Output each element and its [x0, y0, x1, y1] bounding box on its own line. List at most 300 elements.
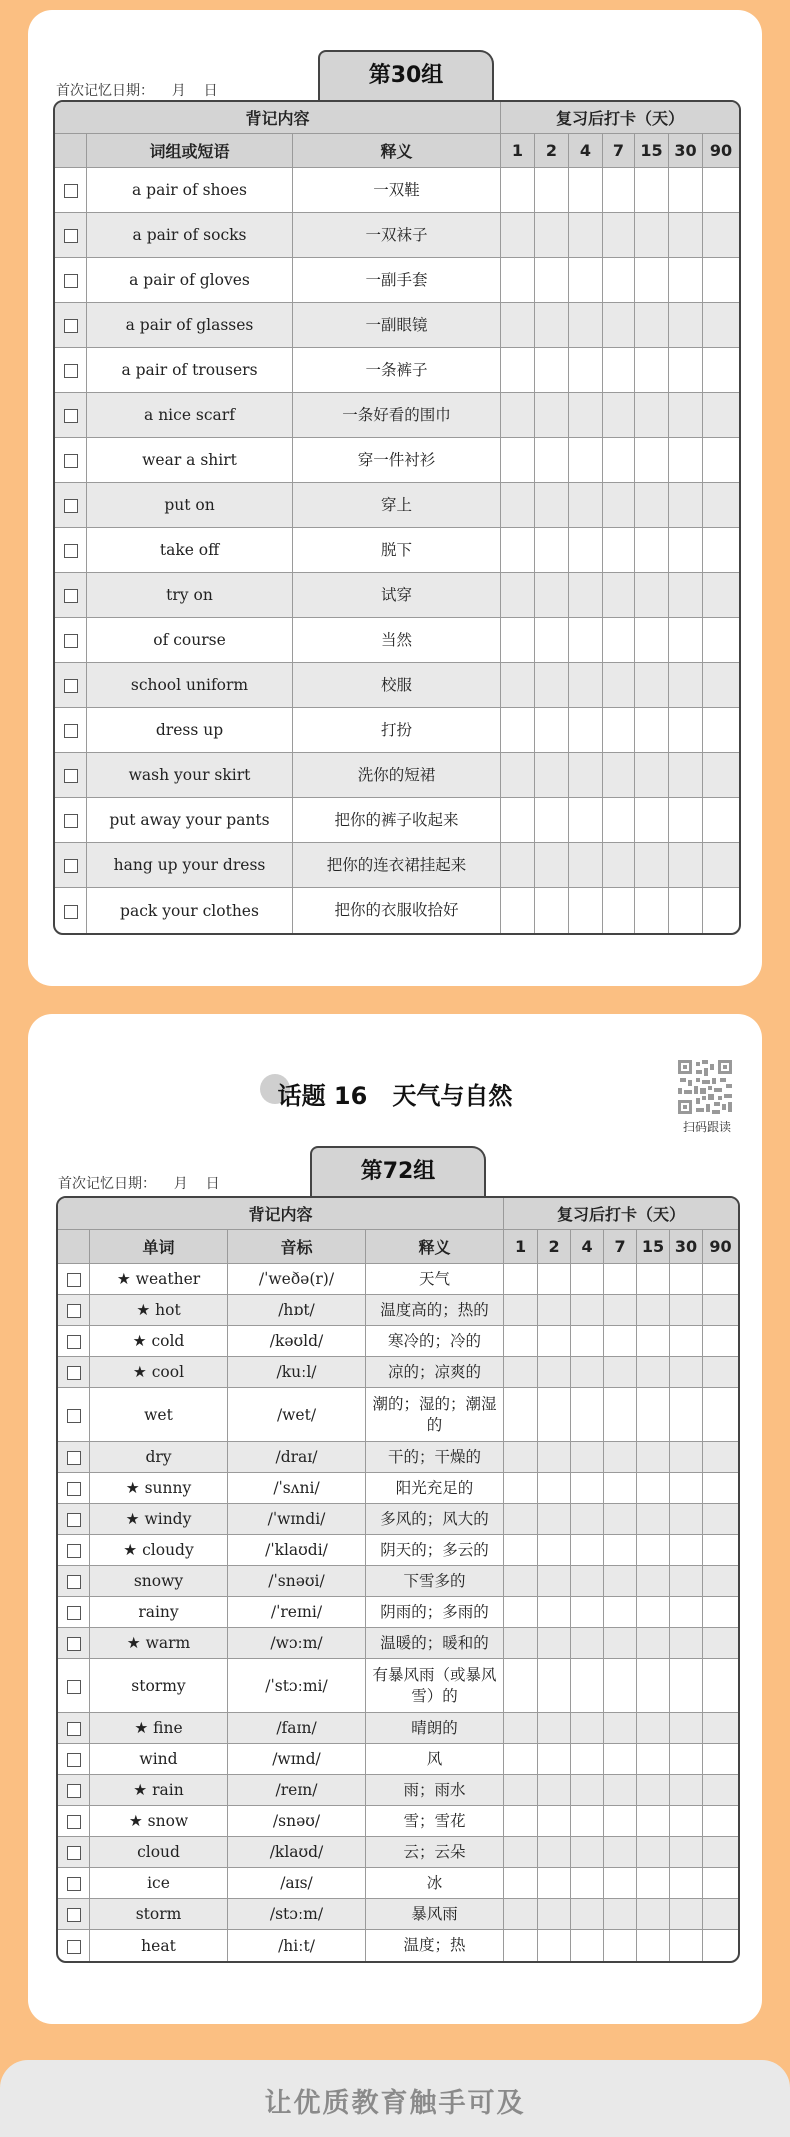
review-checkin-cell[interactable] [670, 1930, 703, 1961]
review-checkin-cell[interactable] [569, 438, 603, 483]
review-checkin-cell[interactable] [538, 1504, 571, 1535]
review-checkin-cell[interactable] [669, 393, 703, 438]
review-checkin-cell[interactable] [571, 1597, 604, 1628]
review-checkin-cell[interactable] [603, 663, 635, 708]
review-checkin-cell[interactable] [670, 1713, 703, 1744]
review-checkin-cell[interactable] [569, 348, 603, 393]
review-checkin-cell[interactable] [569, 708, 603, 753]
review-checkin-cell[interactable] [703, 663, 739, 708]
review-checkin-cell[interactable] [604, 1659, 637, 1713]
review-checkin-cell[interactable] [538, 1775, 571, 1806]
review-checkin-cell[interactable] [703, 1388, 738, 1442]
review-checkin-cell[interactable] [703, 168, 739, 213]
review-checkin-cell[interactable] [538, 1326, 571, 1357]
review-checkin-cell[interactable] [603, 348, 635, 393]
review-checkin-cell[interactable] [703, 1806, 738, 1837]
review-checkin-cell[interactable] [637, 1504, 670, 1535]
review-checkin-cell[interactable] [504, 1806, 538, 1837]
review-checkin-cell[interactable] [535, 213, 569, 258]
review-checkin-cell[interactable] [535, 483, 569, 528]
review-checkin-cell[interactable] [604, 1899, 637, 1930]
review-checkin-cell[interactable] [603, 888, 635, 933]
review-checkin-cell[interactable] [535, 888, 569, 933]
review-checkin-cell[interactable] [637, 1930, 670, 1961]
review-checkin-cell[interactable] [604, 1930, 637, 1961]
review-checkin-cell[interactable] [703, 708, 739, 753]
review-checkin-cell[interactable] [703, 1357, 738, 1388]
review-checkin-cell[interactable] [635, 888, 669, 933]
review-checkin-cell[interactable] [571, 1473, 604, 1504]
memorized-checkbox[interactable] [67, 1304, 81, 1318]
review-checkin-cell[interactable] [604, 1566, 637, 1597]
review-checkin-cell[interactable] [703, 1264, 738, 1295]
memorized-checkbox[interactable] [67, 1680, 81, 1694]
review-checkin-cell[interactable] [569, 888, 603, 933]
review-checkin-cell[interactable] [538, 1357, 571, 1388]
review-checkin-cell[interactable] [603, 438, 635, 483]
memorized-checkbox[interactable] [64, 364, 78, 378]
review-checkin-cell[interactable] [703, 618, 739, 663]
memorized-checkbox[interactable] [67, 1846, 81, 1860]
memorized-checkbox[interactable] [64, 859, 78, 873]
review-checkin-cell[interactable] [501, 708, 535, 753]
review-checkin-cell[interactable] [535, 618, 569, 663]
review-checkin-cell[interactable] [670, 1775, 703, 1806]
review-checkin-cell[interactable] [669, 303, 703, 348]
review-checkin-cell[interactable] [703, 573, 739, 618]
review-checkin-cell[interactable] [670, 1628, 703, 1659]
review-checkin-cell[interactable] [604, 1264, 637, 1295]
review-checkin-cell[interactable] [637, 1264, 670, 1295]
review-checkin-cell[interactable] [569, 258, 603, 303]
review-checkin-cell[interactable] [535, 258, 569, 303]
review-checkin-cell[interactable] [637, 1837, 670, 1868]
memorized-checkbox[interactable] [64, 184, 78, 198]
review-checkin-cell[interactable] [670, 1357, 703, 1388]
memorized-checkbox[interactable] [64, 634, 78, 648]
memorized-checkbox[interactable] [67, 1335, 81, 1349]
memorized-checkbox[interactable] [64, 544, 78, 558]
review-checkin-cell[interactable] [538, 1806, 571, 1837]
review-checkin-cell[interactable] [703, 1535, 738, 1566]
review-checkin-cell[interactable] [635, 798, 669, 843]
review-checkin-cell[interactable] [571, 1357, 604, 1388]
review-checkin-cell[interactable] [538, 1566, 571, 1597]
review-checkin-cell[interactable] [637, 1597, 670, 1628]
review-checkin-cell[interactable] [538, 1535, 571, 1566]
review-checkin-cell[interactable] [571, 1837, 604, 1868]
memorized-checkbox[interactable] [64, 589, 78, 603]
review-checkin-cell[interactable] [703, 1628, 738, 1659]
review-checkin-cell[interactable] [603, 618, 635, 663]
review-checkin-cell[interactable] [501, 438, 535, 483]
review-checkin-cell[interactable] [670, 1473, 703, 1504]
memorized-checkbox[interactable] [64, 319, 78, 333]
memorized-checkbox[interactable] [67, 1940, 81, 1954]
review-checkin-cell[interactable] [504, 1628, 538, 1659]
review-checkin-cell[interactable] [635, 393, 669, 438]
review-checkin-cell[interactable] [703, 1566, 738, 1597]
review-checkin-cell[interactable] [635, 258, 669, 303]
review-checkin-cell[interactable] [538, 1295, 571, 1326]
memorized-checkbox[interactable] [67, 1784, 81, 1798]
review-checkin-cell[interactable] [703, 213, 739, 258]
review-checkin-cell[interactable] [603, 573, 635, 618]
review-checkin-cell[interactable] [637, 1713, 670, 1744]
review-checkin-cell[interactable] [670, 1295, 703, 1326]
memorized-checkbox[interactable] [67, 1815, 81, 1829]
review-checkin-cell[interactable] [703, 1659, 738, 1713]
memorized-checkbox[interactable] [64, 229, 78, 243]
review-checkin-cell[interactable] [635, 303, 669, 348]
review-checkin-cell[interactable] [535, 168, 569, 213]
review-checkin-cell[interactable] [604, 1744, 637, 1775]
review-checkin-cell[interactable] [703, 1504, 738, 1535]
review-checkin-cell[interactable] [538, 1868, 571, 1899]
review-checkin-cell[interactable] [535, 348, 569, 393]
review-checkin-cell[interactable] [604, 1473, 637, 1504]
review-checkin-cell[interactable] [604, 1388, 637, 1442]
review-checkin-cell[interactable] [669, 618, 703, 663]
review-checkin-cell[interactable] [670, 1535, 703, 1566]
review-checkin-cell[interactable] [569, 528, 603, 573]
review-checkin-cell[interactable] [538, 1597, 571, 1628]
review-checkin-cell[interactable] [501, 258, 535, 303]
review-checkin-cell[interactable] [603, 843, 635, 888]
review-checkin-cell[interactable] [670, 1264, 703, 1295]
review-checkin-cell[interactable] [571, 1806, 604, 1837]
review-checkin-cell[interactable] [569, 663, 603, 708]
review-checkin-cell[interactable] [538, 1713, 571, 1744]
review-checkin-cell[interactable] [535, 708, 569, 753]
review-checkin-cell[interactable] [703, 1597, 738, 1628]
review-checkin-cell[interactable] [703, 753, 739, 798]
memorized-checkbox[interactable] [67, 1722, 81, 1736]
review-checkin-cell[interactable] [635, 213, 669, 258]
review-checkin-cell[interactable] [635, 843, 669, 888]
memorized-checkbox[interactable] [67, 1753, 81, 1767]
review-checkin-cell[interactable] [637, 1659, 670, 1713]
review-checkin-cell[interactable] [703, 798, 739, 843]
review-checkin-cell[interactable] [669, 753, 703, 798]
review-checkin-cell[interactable] [501, 663, 535, 708]
review-checkin-cell[interactable] [538, 1837, 571, 1868]
review-checkin-cell[interactable] [504, 1597, 538, 1628]
review-checkin-cell[interactable] [637, 1326, 670, 1357]
review-checkin-cell[interactable] [504, 1295, 538, 1326]
review-checkin-cell[interactable] [703, 1930, 738, 1961]
review-checkin-cell[interactable] [604, 1295, 637, 1326]
review-checkin-cell[interactable] [535, 438, 569, 483]
review-checkin-cell[interactable] [670, 1868, 703, 1899]
review-checkin-cell[interactable] [637, 1744, 670, 1775]
review-checkin-cell[interactable] [571, 1535, 604, 1566]
review-checkin-cell[interactable] [569, 483, 603, 528]
review-checkin-cell[interactable] [569, 753, 603, 798]
review-checkin-cell[interactable] [669, 213, 703, 258]
review-checkin-cell[interactable] [669, 708, 703, 753]
review-checkin-cell[interactable] [703, 1868, 738, 1899]
review-checkin-cell[interactable] [535, 843, 569, 888]
review-checkin-cell[interactable] [569, 843, 603, 888]
review-checkin-cell[interactable] [703, 483, 739, 528]
review-checkin-cell[interactable] [571, 1744, 604, 1775]
review-checkin-cell[interactable] [670, 1326, 703, 1357]
review-checkin-cell[interactable] [571, 1442, 604, 1473]
review-checkin-cell[interactable] [504, 1357, 538, 1388]
review-checkin-cell[interactable] [501, 843, 535, 888]
memorized-checkbox[interactable] [64, 454, 78, 468]
review-checkin-cell[interactable] [569, 393, 603, 438]
memorized-checkbox[interactable] [67, 1451, 81, 1465]
review-checkin-cell[interactable] [703, 1713, 738, 1744]
review-checkin-cell[interactable] [604, 1806, 637, 1837]
review-checkin-cell[interactable] [504, 1659, 538, 1713]
review-checkin-cell[interactable] [504, 1264, 538, 1295]
review-checkin-cell[interactable] [569, 573, 603, 618]
review-checkin-cell[interactable] [571, 1295, 604, 1326]
memorized-checkbox[interactable] [67, 1637, 81, 1651]
memorized-checkbox[interactable] [64, 724, 78, 738]
qr-code-icon[interactable] [678, 1060, 732, 1114]
review-checkin-cell[interactable] [703, 348, 739, 393]
review-checkin-cell[interactable] [669, 438, 703, 483]
review-checkin-cell[interactable] [501, 753, 535, 798]
review-checkin-cell[interactable] [603, 303, 635, 348]
review-checkin-cell[interactable] [604, 1442, 637, 1473]
review-checkin-cell[interactable] [501, 213, 535, 258]
review-checkin-cell[interactable] [603, 258, 635, 303]
review-checkin-cell[interactable] [670, 1899, 703, 1930]
review-checkin-cell[interactable] [538, 1899, 571, 1930]
review-checkin-cell[interactable] [669, 843, 703, 888]
review-checkin-cell[interactable] [501, 168, 535, 213]
review-checkin-cell[interactable] [569, 618, 603, 663]
review-checkin-cell[interactable] [703, 393, 739, 438]
review-checkin-cell[interactable] [535, 663, 569, 708]
memorized-checkbox[interactable] [64, 679, 78, 693]
review-checkin-cell[interactable] [670, 1566, 703, 1597]
review-checkin-cell[interactable] [669, 798, 703, 843]
review-checkin-cell[interactable] [670, 1504, 703, 1535]
review-checkin-cell[interactable] [504, 1566, 538, 1597]
review-checkin-cell[interactable] [501, 618, 535, 663]
memorized-checkbox[interactable] [67, 1482, 81, 1496]
review-checkin-cell[interactable] [501, 888, 535, 933]
review-checkin-cell[interactable] [535, 528, 569, 573]
review-checkin-cell[interactable] [669, 573, 703, 618]
review-checkin-cell[interactable] [635, 483, 669, 528]
review-checkin-cell[interactable] [703, 1326, 738, 1357]
memorized-checkbox[interactable] [67, 1544, 81, 1558]
review-checkin-cell[interactable] [504, 1775, 538, 1806]
review-checkin-cell[interactable] [504, 1899, 538, 1930]
review-checkin-cell[interactable] [635, 663, 669, 708]
review-checkin-cell[interactable] [669, 168, 703, 213]
review-checkin-cell[interactable] [571, 1326, 604, 1357]
memorized-checkbox[interactable] [67, 1409, 81, 1423]
review-checkin-cell[interactable] [501, 573, 535, 618]
review-checkin-cell[interactable] [604, 1357, 637, 1388]
review-checkin-cell[interactable] [538, 1442, 571, 1473]
review-checkin-cell[interactable] [571, 1659, 604, 1713]
review-checkin-cell[interactable] [703, 1744, 738, 1775]
review-checkin-cell[interactable] [703, 888, 739, 933]
review-checkin-cell[interactable] [703, 1775, 738, 1806]
review-checkin-cell[interactable] [571, 1628, 604, 1659]
review-checkin-cell[interactable] [703, 528, 739, 573]
review-checkin-cell[interactable] [604, 1326, 637, 1357]
review-checkin-cell[interactable] [538, 1473, 571, 1504]
review-checkin-cell[interactable] [571, 1775, 604, 1806]
review-checkin-cell[interactable] [670, 1659, 703, 1713]
memorized-checkbox[interactable] [67, 1513, 81, 1527]
review-checkin-cell[interactable] [703, 1837, 738, 1868]
review-checkin-cell[interactable] [669, 348, 703, 393]
review-checkin-cell[interactable] [538, 1388, 571, 1442]
review-checkin-cell[interactable] [504, 1868, 538, 1899]
review-checkin-cell[interactable] [504, 1713, 538, 1744]
review-checkin-cell[interactable] [703, 1473, 738, 1504]
review-checkin-cell[interactable] [535, 393, 569, 438]
review-checkin-cell[interactable] [538, 1628, 571, 1659]
review-checkin-cell[interactable] [637, 1775, 670, 1806]
review-checkin-cell[interactable] [637, 1473, 670, 1504]
review-checkin-cell[interactable] [670, 1442, 703, 1473]
review-checkin-cell[interactable] [504, 1535, 538, 1566]
review-checkin-cell[interactable] [637, 1628, 670, 1659]
review-checkin-cell[interactable] [604, 1628, 637, 1659]
memorized-checkbox[interactable] [64, 499, 78, 513]
review-checkin-cell[interactable] [669, 528, 703, 573]
review-checkin-cell[interactable] [703, 303, 739, 348]
memorized-checkbox[interactable] [67, 1366, 81, 1380]
review-checkin-cell[interactable] [670, 1597, 703, 1628]
memorized-checkbox[interactable] [67, 1575, 81, 1589]
review-checkin-cell[interactable] [535, 303, 569, 348]
review-checkin-cell[interactable] [604, 1535, 637, 1566]
review-checkin-cell[interactable] [603, 483, 635, 528]
review-checkin-cell[interactable] [535, 573, 569, 618]
review-checkin-cell[interactable] [703, 1899, 738, 1930]
review-checkin-cell[interactable] [637, 1442, 670, 1473]
review-checkin-cell[interactable] [569, 168, 603, 213]
review-checkin-cell[interactable] [504, 1504, 538, 1535]
review-checkin-cell[interactable] [637, 1566, 670, 1597]
review-checkin-cell[interactable] [501, 303, 535, 348]
review-checkin-cell[interactable] [604, 1713, 637, 1744]
review-checkin-cell[interactable] [604, 1868, 637, 1899]
review-checkin-cell[interactable] [703, 843, 739, 888]
review-checkin-cell[interactable] [635, 438, 669, 483]
review-checkin-cell[interactable] [535, 798, 569, 843]
review-checkin-cell[interactable] [637, 1806, 670, 1837]
review-checkin-cell[interactable] [571, 1899, 604, 1930]
memorized-checkbox[interactable] [64, 409, 78, 423]
review-checkin-cell[interactable] [603, 168, 635, 213]
review-checkin-cell[interactable] [635, 753, 669, 798]
review-checkin-cell[interactable] [637, 1357, 670, 1388]
review-checkin-cell[interactable] [669, 258, 703, 303]
review-checkin-cell[interactable] [571, 1930, 604, 1961]
review-checkin-cell[interactable] [604, 1837, 637, 1868]
review-checkin-cell[interactable] [703, 1295, 738, 1326]
review-checkin-cell[interactable] [635, 168, 669, 213]
review-checkin-cell[interactable] [604, 1597, 637, 1628]
review-checkin-cell[interactable] [569, 303, 603, 348]
memorized-checkbox[interactable] [67, 1606, 81, 1620]
review-checkin-cell[interactable] [504, 1837, 538, 1868]
review-checkin-cell[interactable] [571, 1566, 604, 1597]
review-checkin-cell[interactable] [635, 348, 669, 393]
review-checkin-cell[interactable] [637, 1535, 670, 1566]
review-checkin-cell[interactable] [604, 1775, 637, 1806]
review-checkin-cell[interactable] [538, 1930, 571, 1961]
review-checkin-cell[interactable] [501, 348, 535, 393]
review-checkin-cell[interactable] [603, 708, 635, 753]
review-checkin-cell[interactable] [604, 1504, 637, 1535]
review-checkin-cell[interactable] [637, 1899, 670, 1930]
review-checkin-cell[interactable] [670, 1806, 703, 1837]
review-checkin-cell[interactable] [504, 1442, 538, 1473]
memorized-checkbox[interactable] [67, 1908, 81, 1922]
review-checkin-cell[interactable] [571, 1504, 604, 1535]
review-checkin-cell[interactable] [603, 528, 635, 573]
memorized-checkbox[interactable] [67, 1273, 81, 1287]
review-checkin-cell[interactable] [501, 483, 535, 528]
review-checkin-cell[interactable] [603, 213, 635, 258]
review-checkin-cell[interactable] [637, 1868, 670, 1899]
review-checkin-cell[interactable] [504, 1930, 538, 1961]
review-checkin-cell[interactable] [571, 1388, 604, 1442]
review-checkin-cell[interactable] [603, 393, 635, 438]
review-checkin-cell[interactable] [635, 528, 669, 573]
review-checkin-cell[interactable] [635, 708, 669, 753]
review-checkin-cell[interactable] [703, 258, 739, 303]
review-checkin-cell[interactable] [637, 1295, 670, 1326]
review-checkin-cell[interactable] [669, 483, 703, 528]
memorized-checkbox[interactable] [64, 905, 78, 919]
review-checkin-cell[interactable] [535, 753, 569, 798]
review-checkin-cell[interactable] [635, 573, 669, 618]
review-checkin-cell[interactable] [669, 663, 703, 708]
review-checkin-cell[interactable] [538, 1264, 571, 1295]
review-checkin-cell[interactable] [501, 528, 535, 573]
review-checkin-cell[interactable] [670, 1837, 703, 1868]
review-checkin-cell[interactable] [569, 798, 603, 843]
memorized-checkbox[interactable] [67, 1877, 81, 1891]
review-checkin-cell[interactable] [703, 438, 739, 483]
review-checkin-cell[interactable] [571, 1868, 604, 1899]
review-checkin-cell[interactable] [571, 1713, 604, 1744]
review-checkin-cell[interactable] [635, 618, 669, 663]
review-checkin-cell[interactable] [669, 888, 703, 933]
review-checkin-cell[interactable] [703, 1442, 738, 1473]
review-checkin-cell[interactable] [538, 1659, 571, 1713]
review-checkin-cell[interactable] [603, 753, 635, 798]
review-checkin-cell[interactable] [571, 1264, 604, 1295]
review-checkin-cell[interactable] [501, 393, 535, 438]
memorized-checkbox[interactable] [64, 769, 78, 783]
review-checkin-cell[interactable] [538, 1744, 571, 1775]
review-checkin-cell[interactable] [504, 1388, 538, 1442]
review-checkin-cell[interactable] [670, 1388, 703, 1442]
review-checkin-cell[interactable] [504, 1473, 538, 1504]
review-checkin-cell[interactable] [569, 213, 603, 258]
review-checkin-cell[interactable] [504, 1744, 538, 1775]
review-checkin-cell[interactable] [637, 1388, 670, 1442]
review-checkin-cell[interactable] [603, 798, 635, 843]
